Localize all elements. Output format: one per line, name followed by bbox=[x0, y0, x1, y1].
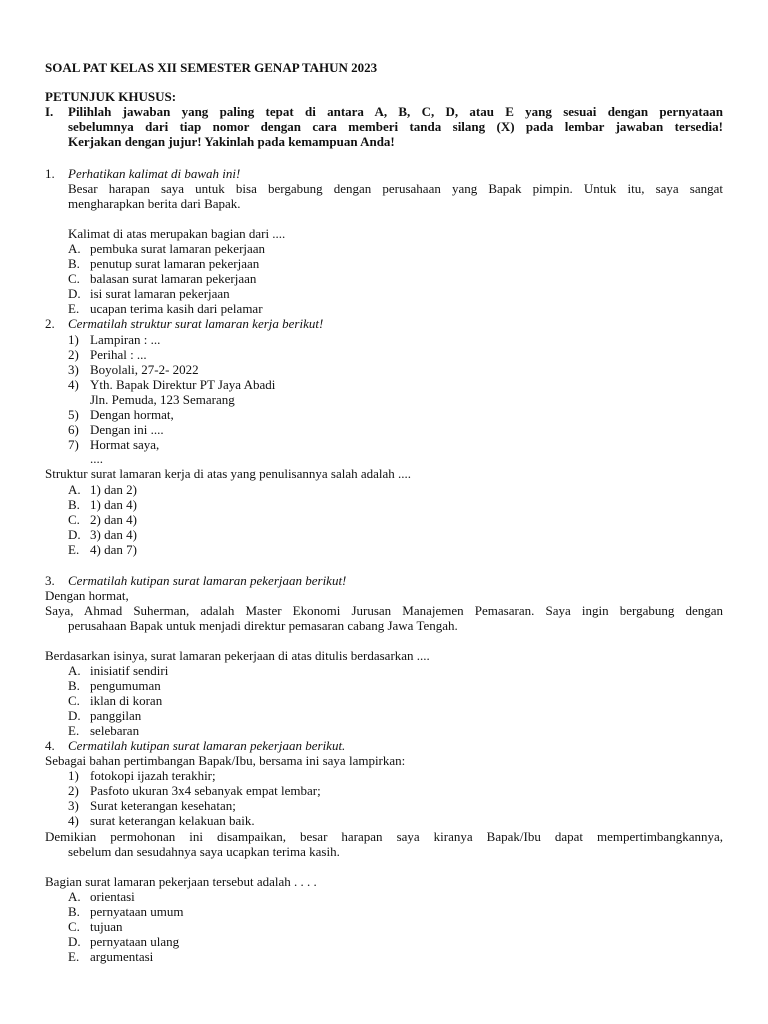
option-label: D. bbox=[68, 527, 81, 542]
option-label: D. bbox=[68, 708, 81, 723]
passage-line: perusahaan Bapak untuk menjadi direktur pemasaran cabang Jawa Tengah. bbox=[68, 618, 458, 633]
passage-line: Besar harapan saya untuk bisa bergabung dengan perusahaan yang Bapak pimpin. Untuk itu, saya sangat bbox=[68, 181, 723, 196]
option-label: A. bbox=[68, 663, 81, 678]
option-text: iklan di koran bbox=[90, 693, 163, 708]
instructions-number: I. bbox=[45, 104, 54, 119]
option-label: B. bbox=[68, 256, 80, 271]
instructions-line: Pilihlah jawaban yang paling tepat di antara A, B, C, D, atau E yang sesuai dengan pernyataan bbox=[68, 104, 723, 119]
list-item: Jln. Pemuda, 123 Semarang bbox=[90, 392, 235, 407]
option-label: B. bbox=[68, 497, 80, 512]
option-label: E. bbox=[68, 542, 80, 557]
option-text: pernyataan umum bbox=[90, 904, 184, 919]
option-text: 1) dan 4) bbox=[90, 497, 137, 512]
option-label: E. bbox=[68, 301, 80, 316]
question-number: 3. bbox=[45, 573, 55, 588]
option-text: 1) dan 2) bbox=[90, 482, 137, 497]
passage-line: Demikian permohonan ini disampaikan, besar harapan saya kiranya Bapak/Ibu dapat mempertimbangkannya, bbox=[45, 829, 723, 844]
list-item: surat keterangan kelakuan baik. bbox=[90, 813, 255, 828]
option-text: penutup surat lamaran pekerjaan bbox=[90, 256, 260, 271]
list-number: 3) bbox=[68, 798, 79, 813]
passage-line: sebelum dan sesudahnya saya ucapkan terima kasih. bbox=[68, 844, 340, 859]
passage-line: Sebagai bahan pertimbangan Bapak/Ibu, bersama ini saya lampirkan: bbox=[45, 753, 406, 768]
list-number: 2) bbox=[68, 783, 79, 798]
question-number: 1. bbox=[45, 166, 55, 181]
list-item: fotokopi ijazah terakhir; bbox=[90, 768, 216, 783]
list-item: Hormat saya, bbox=[90, 437, 160, 452]
list-item: Lampiran : ... bbox=[90, 332, 161, 347]
question-text: Kalimat di atas merupakan bagian dari .... bbox=[68, 226, 286, 241]
list-item: Pasfoto ukuran 3x4 sebanyak empat lembar; bbox=[90, 783, 321, 798]
question-prompt: Cermatilah kutipan surat lamaran pekerjaan berikut. bbox=[68, 738, 346, 753]
document-title: SOAL PAT KELAS XII SEMESTER GENAP TAHUN 2023 bbox=[45, 60, 378, 75]
list-item: Boyolali, 27-2- 2022 bbox=[90, 362, 199, 377]
option-label: A. bbox=[68, 482, 81, 497]
option-text: tujuan bbox=[90, 919, 123, 934]
option-text: 2) dan 4) bbox=[90, 512, 137, 527]
option-text: argumentasi bbox=[90, 949, 154, 964]
list-item: Dengan ini .... bbox=[90, 422, 164, 437]
question-prompt: Cermatilah kutipan surat lamaran pekerjaan berikut! bbox=[68, 573, 347, 588]
option-text: balasan surat lamaran pekerjaan bbox=[90, 271, 257, 286]
list-item: Perihal : ... bbox=[90, 347, 147, 362]
option-label: C. bbox=[68, 512, 80, 527]
option-text: ucapan terima kasih dari pelamar bbox=[90, 301, 263, 316]
option-text: orientasi bbox=[90, 889, 135, 904]
question-text: Bagian surat lamaran pekerjaan tersebut adalah . . . . bbox=[45, 874, 317, 889]
instructions-line: Kerjakan dengan jujur! Yakinlah pada kemampuan Anda! bbox=[68, 134, 395, 149]
list-number: 6) bbox=[68, 422, 79, 437]
list-item: Surat keterangan kesehatan; bbox=[90, 798, 236, 813]
option-text: isi surat lamaran pekerjaan bbox=[90, 286, 230, 301]
list-number: 7) bbox=[68, 437, 79, 452]
question-prompt: Cermatilah struktur surat lamaran kerja berikut! bbox=[68, 316, 324, 331]
option-label: C. bbox=[68, 919, 80, 934]
question-prompt: Perhatikan kalimat di bawah ini! bbox=[68, 166, 241, 181]
passage-line: Saya, Ahmad Suherman, adalah Master Ekonomi Jurusan Manajemen Pemasaran. Saya ingin bergabung dengan bbox=[45, 603, 723, 618]
option-label: E. bbox=[68, 723, 80, 738]
option-text: selebaran bbox=[90, 723, 140, 738]
option-text: inisiatif sendiri bbox=[90, 663, 169, 678]
question-text: Berdasarkan isinya, surat lamaran pekerjaan di atas ditulis berdasarkan .... bbox=[45, 648, 430, 663]
list-item: .... bbox=[90, 451, 103, 466]
instructions-heading: PETUNJUK KHUSUS: bbox=[45, 89, 177, 104]
option-label: D. bbox=[68, 286, 81, 301]
option-text: panggilan bbox=[90, 708, 142, 723]
question-text: Struktur surat lamaran kerja di atas yang penulisannya salah adalah .... bbox=[45, 466, 412, 481]
question-number: 4. bbox=[45, 738, 55, 753]
option-text: pembuka surat lamaran pekerjaan bbox=[90, 241, 266, 256]
question-number: 2. bbox=[45, 316, 55, 331]
option-label: D. bbox=[68, 934, 81, 949]
option-text: pernyataan ulang bbox=[90, 934, 180, 949]
option-label: A. bbox=[68, 241, 81, 256]
list-number: 4) bbox=[68, 377, 79, 392]
option-label: C. bbox=[68, 271, 80, 286]
option-label: C. bbox=[68, 693, 80, 708]
option-label: A. bbox=[68, 889, 81, 904]
passage-line: mengharapkan berita dari Bapak. bbox=[68, 196, 241, 211]
option-label: E. bbox=[68, 949, 80, 964]
list-number: 1) bbox=[68, 768, 79, 783]
option-label: B. bbox=[68, 678, 80, 693]
list-number: 3) bbox=[68, 362, 79, 377]
list-item: Dengan hormat, bbox=[90, 407, 174, 422]
list-number: 5) bbox=[68, 407, 79, 422]
list-item: Yth. Bapak Direktur PT Jaya Abadi bbox=[90, 377, 276, 392]
passage-line: Dengan hormat, bbox=[45, 588, 129, 603]
list-number: 1) bbox=[68, 332, 79, 347]
option-text: 4) dan 7) bbox=[90, 542, 137, 557]
option-text: pengumuman bbox=[90, 678, 161, 693]
list-number: 4) bbox=[68, 813, 79, 828]
option-label: B. bbox=[68, 904, 80, 919]
list-number: 2) bbox=[68, 347, 79, 362]
option-text: 3) dan 4) bbox=[90, 527, 137, 542]
instructions-line: sebelumnya dari tiap nomor dengan cara memberi tanda silang (X) pada lembar jawaban tersedia! bbox=[68, 119, 723, 134]
